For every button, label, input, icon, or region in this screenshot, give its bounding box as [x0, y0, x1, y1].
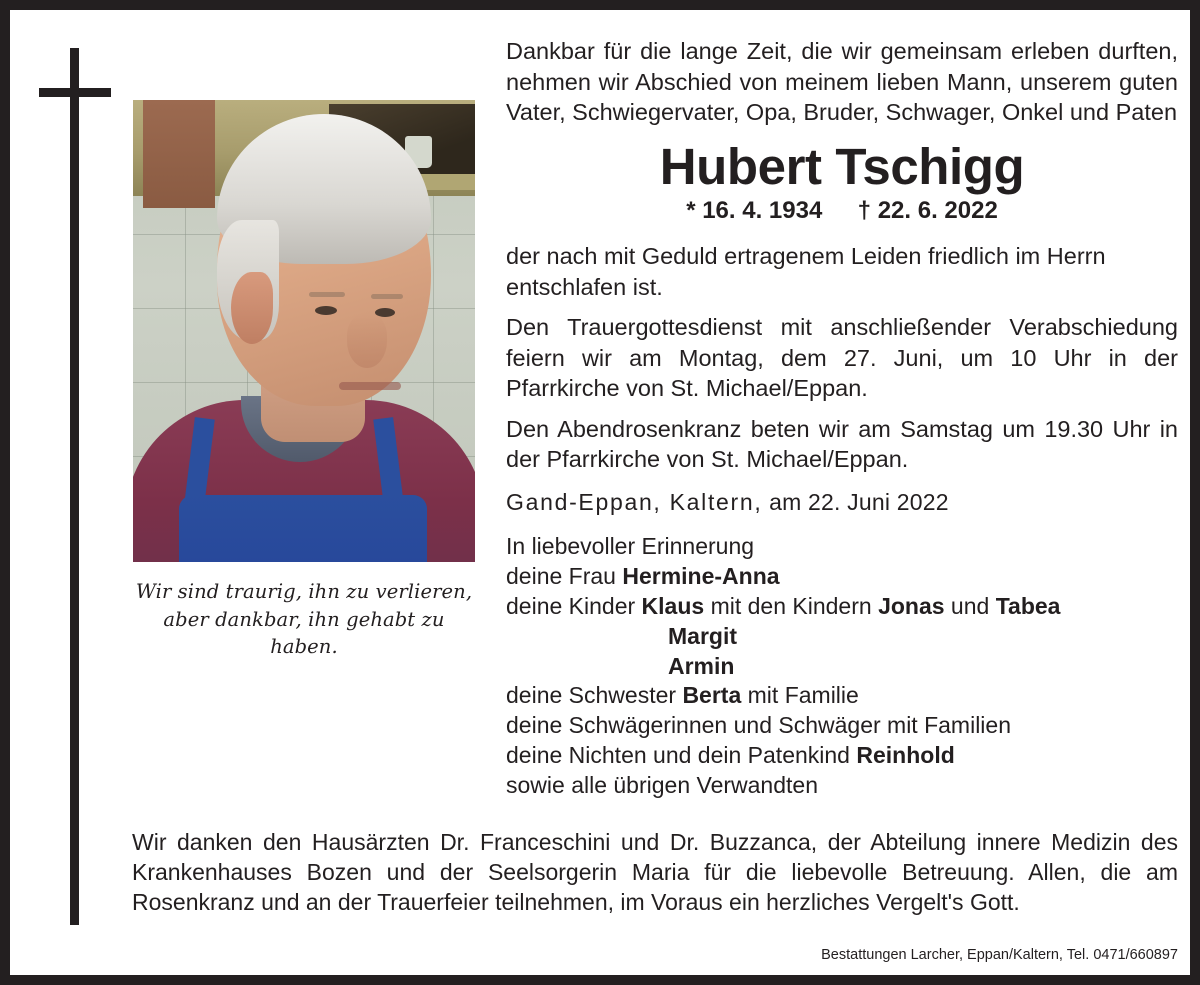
family-line — [506, 562, 1178, 592]
family-line — [506, 741, 1178, 771]
family-line — [506, 771, 1178, 801]
photo-nose — [347, 314, 387, 368]
family-member-name: Margit — [668, 622, 737, 649]
family-member-name: Hermine-Anna — [622, 562, 780, 589]
family-member-name: Tabea — [995, 592, 1061, 619]
intro-paragraph: Dankbar für die lange Zeit, die wir gemeinsam erleben durften, nehmen wir Abschied von meinem lieben Mann, unserem guten Vater, Schwiegervater, Opa, Bruder, Schwager, Onkel und Paten — [506, 38, 1178, 126]
photo-eyebrow-right — [371, 294, 403, 299]
death-symbol: † — [857, 197, 872, 225]
life-dates — [506, 197, 1178, 225]
photo-apron — [179, 495, 427, 562]
photo-wood-board — [143, 100, 215, 208]
photo-caption — [133, 578, 475, 661]
cross-vertical-bar — [70, 48, 79, 925]
family-member-name: Reinhold — [856, 742, 955, 769]
birth-symbol: * — [686, 197, 696, 225]
cross-horizontal-bar — [39, 88, 111, 97]
family-line-text: mit Familie — [741, 682, 859, 709]
rosary-paragraph: Den Abendrosenkranz beten wir am Samstag um 19.30 Uhr in der Pfarrkirche von St. Michael/Eppan. — [506, 415, 1178, 473]
funeral-home-credit: Bestattungen Larcher, Eppan/Kaltern, Tel. 0471/660897 — [821, 947, 1178, 963]
family-line — [506, 711, 1178, 741]
birth-date: 16. 4. 1934 — [702, 197, 823, 225]
family-line-text: deine Nichten und dein Patenkind — [506, 742, 857, 769]
photo-caption-line-2: aber dankbar, ihn gehabt zu haben. — [163, 607, 445, 659]
family-list — [506, 532, 1178, 801]
passing-paragraph: der nach mit Geduld ertragenem Leiden friedlich im Herrn entschlafen ist. — [506, 243, 1106, 300]
family-member-name: Jonas — [878, 592, 945, 619]
photo-eye-left — [315, 306, 337, 315]
family-line-text: deine Kinder — [506, 592, 642, 619]
notice-inner — [10, 10, 1190, 975]
deceased-name: Hubert Tschigg — [659, 137, 1025, 195]
photo-caption-line-1: Wir sind traurig, ihn zu verlieren, — [135, 580, 473, 603]
family-member-name: Klaus — [641, 592, 705, 619]
family-heading: In liebevoller Erinnerung — [506, 533, 755, 560]
place-and-date — [506, 489, 1178, 516]
family-member-name: Berta — [682, 682, 742, 709]
family-line-text: mit den Kindern — [704, 592, 879, 619]
service-paragraph: Den Trauergottesdienst mit anschließender Verabschiedung feiern wir am Montag, dem 27. Juni, um 10 Uhr in der Pfarrkirche von St. Michael/Eppan. — [506, 314, 1178, 402]
thanks-paragraph: Wir danken den Hausärzten Dr. Franceschini und Dr. Buzzanca, der Abteilung innere Medizin des Krankenhauses Bozen und der Seelsorgerin Maria für die liebevolle Betreuung. Allen, die am Rosenkranz und an der Trauerfeier teilnehmen, im Voraus ein herzliches Vergelt's Gott. — [132, 829, 1178, 915]
place-name: Gand-Eppan, Kaltern, — [506, 489, 763, 516]
family-line — [506, 592, 1178, 622]
photo-ear — [231, 272, 273, 344]
family-lines — [506, 562, 1178, 801]
family-line — [506, 652, 1178, 682]
family-line-text: und — [944, 592, 996, 619]
family-line-text: deine Schwester — [506, 682, 683, 709]
portrait-photo — [133, 100, 475, 562]
family-line-text: deine Frau — [506, 562, 623, 589]
family-member-name: Armin — [668, 652, 735, 679]
notice-date: am 22. Juni 2022 — [762, 489, 949, 516]
family-line-text: deine Schwägerinnen und Schwäger mit Familien — [506, 712, 1012, 739]
photo-column — [133, 100, 475, 661]
photo-eyebrow-left — [309, 292, 345, 297]
family-line — [506, 681, 1178, 711]
family-line-text: sowie alle übrigen Verwandten — [506, 772, 818, 799]
photo-mouth — [339, 382, 401, 390]
text-column — [506, 36, 1178, 801]
family-line — [506, 622, 1178, 652]
death-date: 22. 6. 2022 — [877, 197, 998, 225]
